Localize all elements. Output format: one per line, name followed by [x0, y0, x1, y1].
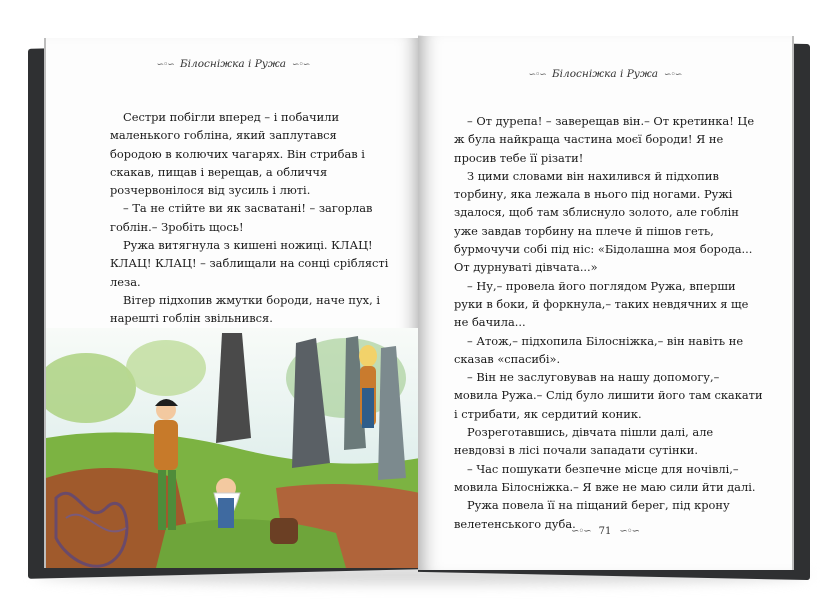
ornament-icon: ∽◦∽ [664, 70, 682, 80]
left-page [44, 38, 420, 568]
bush [126, 340, 206, 396]
paragraph: – От дурепа! – заверещав він.– От кретинка! Це ж була найкраща частина моєї бороди! Я не просив тебе її різати! [454, 114, 755, 165]
running-head-text: Білосніжка і Ружа [551, 68, 659, 80]
paragraph: Сестри побігли вперед – і побачили маленького гобліна, який заплутався бородою в колючих чагарях. Він стрибав і скакав, пищав і верещав, а обличчя розчервонілося від зусиль і люті. [110, 110, 365, 198]
page-number [418, 526, 792, 537]
right-page-text [454, 112, 764, 533]
girl-skirt [362, 388, 374, 428]
paragraph: – Атож,– підхопила Білосніжка,– він навіть не сказав «спасибі». [454, 333, 744, 366]
ornament-icon: ∽◦∽ [292, 60, 310, 70]
boy-leg [168, 470, 176, 530]
ornament-icon: ∽◦∽ [528, 70, 546, 80]
right-page [418, 36, 794, 570]
boy-leg [158, 470, 166, 530]
page-number-text: 71 [598, 526, 612, 537]
paragraph: Ружа повела її на піщаний берег, під крону велетенського дуба. [454, 498, 730, 531]
paragraph: З цими словами він нахилився й підхопив торбину, яка лежала в нього під ногами. Ружі здалося, щоб там зблиснуло золото, але гоблін уже завдав торбину на плече й пішов геть, бурмочучи собі під ніс: «Бідолашна моя борода... От дурнуваті дівчата...» [454, 168, 753, 275]
paragraph: Вітер підхопив жмутки бороди, наче пух, і нарешті гоблін звільнився. [110, 292, 380, 326]
paragraph: – Він не заслуговував на нашу допомогу,– мовила Ружа.– Слід було лишити його там скакати і стрибати, як сердитий коник. [454, 370, 763, 421]
forest-illustration [46, 328, 420, 568]
goblin-coat [218, 498, 234, 528]
girl-hair [359, 345, 377, 367]
running-head-text: Білосніжка і Ружа [179, 58, 287, 70]
boy-vest [154, 420, 178, 470]
right-running-head [418, 68, 792, 80]
ornament-icon: ∽◦∽ [619, 526, 640, 537]
left-running-head [46, 58, 420, 70]
leather-bag [270, 518, 298, 544]
ornament-icon: ∽◦∽ [570, 526, 591, 537]
ornament-icon: ∽◦∽ [156, 60, 174, 70]
paragraph: – Час пошукати безпечне місце для ночівлі,– мовила Білосніжка.– Я вже не маю сили йти далі. [454, 461, 756, 494]
paragraph: Розреготавшись, дівчата пішли далі, але невдовзі в лісі почали западати сутінки. [454, 425, 714, 458]
paragraph: Ружа витягнула з кишені ножиці. КЛАЦ! КЛАЦ! КЛАЦ! – заблищали на сонці сріблясті леза. [110, 238, 389, 289]
paragraph: – Та не стійте ви як засватані! – загорлав гоблін.– Зробіть щось! [110, 201, 373, 234]
paragraph: – Ну,– провела його поглядом Ружа, вперши руки в боки, й форкнула,– таких невдячних я ще не бачила... [454, 278, 749, 330]
left-page-text [110, 108, 392, 328]
